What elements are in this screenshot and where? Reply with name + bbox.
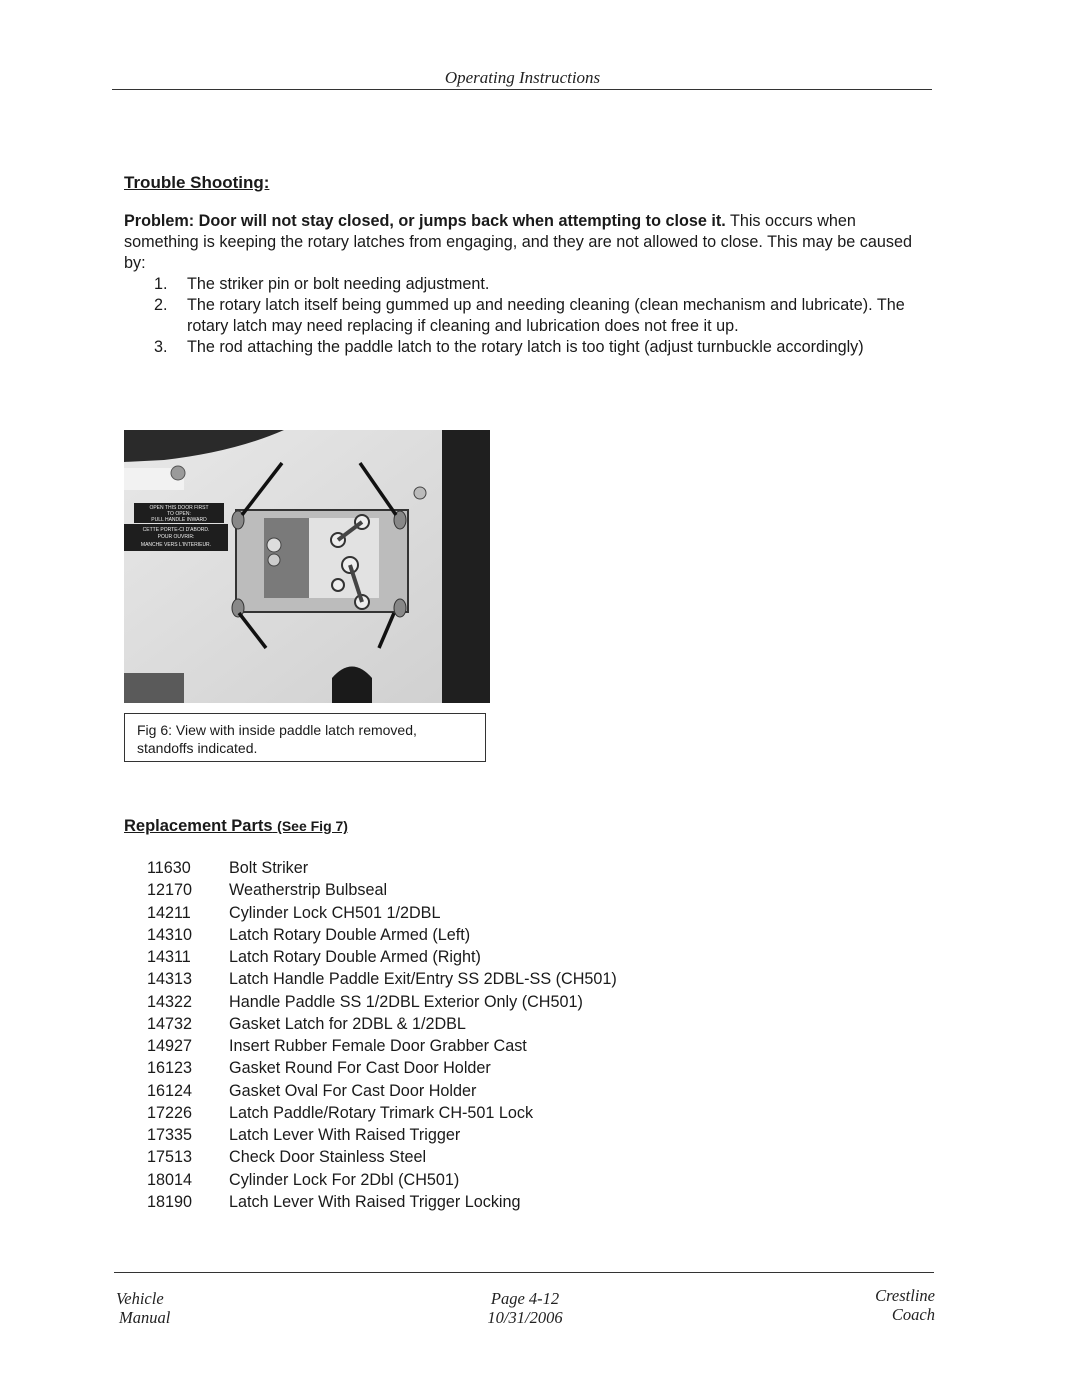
part-number: 14927 [147, 1037, 193, 1055]
footer-coach: Coach [891, 1305, 935, 1324]
door-latch-photo-illustration [124, 430, 490, 703]
part-row [147, 991, 617, 1013]
part-number: 14322 [147, 992, 193, 1011]
part-row [147, 924, 617, 946]
part-description: Latch Handle Paddle Exit/Entry SS 2DBL-SS (CH501) [229, 970, 617, 989]
figure-6-photo [124, 430, 490, 703]
part-description: Cylinder Lock For 2Dbl (CH501) [229, 1170, 460, 1189]
sign-line: OPEN THIS DOOR FIRST [149, 505, 209, 511]
part-number: 14211 [147, 903, 191, 922]
part-number: 14311 [147, 948, 191, 966]
parts-list [147, 857, 617, 1213]
part-description: Weatherstrip Bulbseal [229, 881, 388, 900]
sign-line: PULL HANDLE INWARD [151, 517, 207, 523]
sign-line: TO OPEN: [167, 511, 191, 517]
footer-page-number: Page 4-12 [490, 1289, 560, 1308]
sign-line: POUR OUVRIR: [157, 534, 195, 540]
sign-line: MANCHE VERS L'INTERIEUR. [140, 542, 212, 548]
part-description: Gasket Oval For Cast Door Holder [229, 1081, 477, 1100]
cause-number: 3. [154, 338, 168, 356]
replacement-parts-title: Replacement Parts [124, 817, 273, 835]
part-description: Cylinder Lock CH501 1/2DBL [229, 903, 441, 922]
part-row [147, 857, 617, 879]
part-description: Latch Rotary Double Armed (Left) [229, 925, 471, 944]
problem-statement: Problem: Door will not stay closed, or jumps back when attempting to close it. [124, 212, 726, 230]
footer-manual: Manual [119, 1308, 171, 1327]
footer-date: 10/31/2006 [487, 1308, 563, 1327]
part-description: Latch Paddle/Rotary Trimark CH-501 Lock [229, 1103, 534, 1122]
part-row [147, 1013, 617, 1035]
part-number: 16124 [147, 1081, 193, 1100]
part-number: 16123 [147, 1059, 193, 1078]
part-row [147, 1102, 617, 1124]
part-row [147, 879, 617, 901]
figure-caption: Fig 6: View with inside paddle latch removed, standoffs indicated. [137, 722, 417, 756]
part-row [147, 1191, 617, 1213]
part-row [147, 902, 617, 924]
door-edge-dark [442, 430, 490, 703]
problem-description: This occurs when something is keeping the rotary latches from engaging, and they are not allowed to close. This may be caused by: [124, 212, 912, 272]
cause-item [124, 274, 934, 295]
part-number: 14732 [147, 1014, 193, 1033]
cause-text: The striker pin or bolt needing adjustment. [187, 275, 490, 293]
footer-rule [114, 1272, 934, 1273]
part-row [147, 968, 617, 990]
part-row [147, 1146, 617, 1168]
dark-corner-bottom [124, 673, 184, 703]
part-description: Gasket Latch for 2DBL & 1/2DBL [229, 1014, 466, 1033]
header-rule [112, 89, 932, 90]
cause-text: The rod attaching the paddle latch to the rotary latch is too tight (adjust turnbuckle accordingly) [187, 338, 864, 356]
part-number: 11630 [147, 859, 191, 877]
part-description: Latch Rotary Double Armed (Right) [229, 948, 481, 966]
replacement-parts-heading [124, 817, 348, 836]
part-row [147, 1169, 617, 1191]
part-description: Latch Lever With Raised Trigger [229, 1126, 461, 1144]
warning-sign [124, 503, 228, 551]
part-number: 14313 [147, 970, 193, 989]
part-number: 14310 [147, 925, 193, 944]
part-description: Check Door Stainless Steel [229, 1148, 427, 1167]
figure-caption-box [124, 713, 486, 762]
part-number: 18190 [147, 1192, 193, 1211]
causes-list [124, 274, 934, 358]
part-number: 17226 [147, 1103, 193, 1122]
problem-paragraph [124, 211, 924, 274]
replacement-parts-note: (See Fig 7) [277, 818, 348, 834]
part-description: Insert Rubber Female Door Grabber Cast [229, 1037, 527, 1055]
cause-number: 1. [154, 275, 168, 293]
cause-number: 2. [154, 296, 168, 314]
part-number: 17335 [147, 1126, 193, 1144]
part-row [147, 1124, 617, 1146]
part-description: Gasket Round For Cast Door Holder [229, 1059, 491, 1078]
part-row [147, 1080, 617, 1102]
cause-text: The rotary latch itself being gummed up and needing cleaning (clean mechanism and lubricate). The rotary latch may need replacing if cleaning and lubrication does not free it up. [187, 296, 905, 335]
screw-head [414, 487, 426, 499]
footer-crestline: Crestline [875, 1286, 935, 1305]
cause-item [124, 337, 934, 358]
part-number: 17513 [147, 1148, 193, 1167]
part-row [147, 1035, 617, 1057]
part-description: Bolt Striker [229, 859, 309, 877]
latch-assembly [236, 510, 408, 612]
troubleshooting-heading: Trouble Shooting: [124, 173, 270, 192]
part-description: Handle Paddle SS 1/2DBL Exterior Only (CH501) [229, 992, 583, 1011]
page-header-title: Operating Instructions [444, 68, 601, 87]
bolt-head [171, 466, 185, 480]
footer-right [875, 1286, 935, 1324]
part-number: 18014 [147, 1170, 193, 1189]
cause-item [124, 295, 934, 337]
sign-line: CETTE PORTE-CI D'ABORD. [142, 527, 210, 533]
part-row [147, 946, 617, 968]
footer-vehicle: Vehicle [116, 1289, 164, 1308]
part-row [147, 1057, 617, 1079]
part-number: 12170 [147, 881, 193, 900]
part-description: Latch Lever With Raised Trigger Locking [229, 1192, 521, 1211]
